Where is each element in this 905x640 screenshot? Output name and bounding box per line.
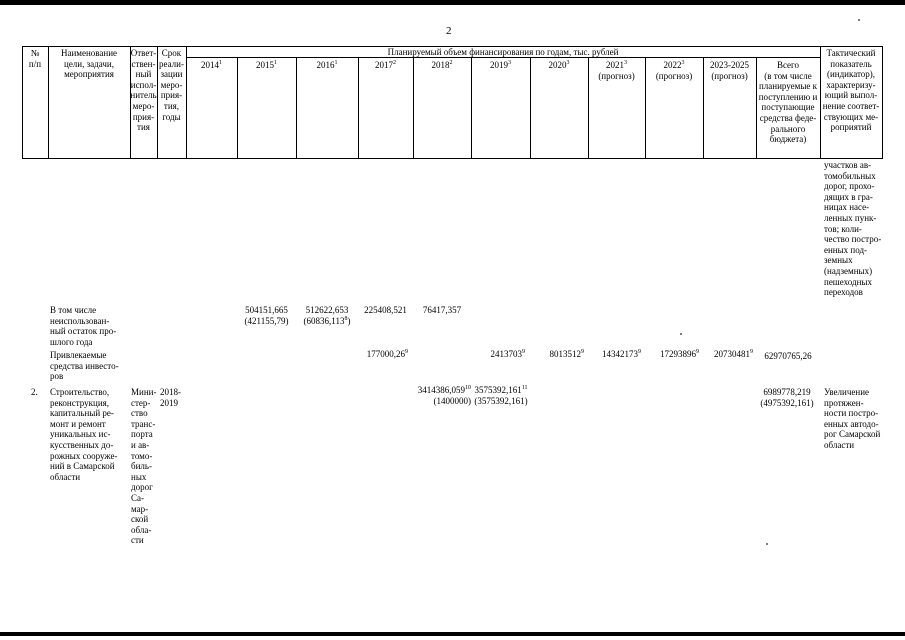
row-2-name: Строительство, реконструкция, капитальный ре- монт и ремонт уникальных ис- кусственных до- рожных сооруже- ний в Самарской области <box>50 387 118 482</box>
cell-2017: 177000,26$^9$ <box>366 349 408 359</box>
row-2-term: 2018- 2019 <box>160 387 181 408</box>
cell-2015: 504151,665 (421155,79) <box>244 305 289 326</box>
cell-2016: 512622,653 (60836,113$^8$) <box>303 305 351 326</box>
header-total: Всего (в том числе планируемые к поступлению и поступающие средства феде- рального бюджета) <box>758 60 818 145</box>
page-number: 2 <box>446 25 452 37</box>
header-year-2020: 2020$^3$ <box>548 60 570 70</box>
header-indicator: Тактический показатель (индикатор), характеризу- ющий выпол- нение соответ- ствующих ме- роприятий <box>822 48 880 133</box>
bottom-border <box>0 632 905 636</box>
scan-speck <box>680 333 682 335</box>
cell-total: 62970765,26 <box>764 351 812 361</box>
row-2-indicator: Увеличение протяжен- ности постро- енных автодо- рог Самарской области <box>824 387 881 450</box>
indicator-continuation: участков ав- томобильных дорог, прохо- дящих в гра- ницах насе- ленных пунк- тов; коли- чество постро- енных под- земных (надземных) пешеходных переходов <box>824 160 882 298</box>
header-name: Наименование цели, задачи, мероприятия <box>60 48 118 80</box>
scan-speck <box>766 543 768 545</box>
header-year-2022: 2022$^3$ (прогноз) <box>655 60 693 81</box>
row-number: 2. <box>31 387 38 397</box>
header-year-2017: 2017$^2$ <box>375 60 396 70</box>
header-year-2018: 2018$^2$ <box>431 60 453 70</box>
header-year-2019: 2019$^3$ <box>490 60 511 70</box>
header-year-2021: 2021$^3$ (прогноз) <box>598 60 635 81</box>
header-responsible: Ответ- ствен- ный испол- нитель меро- прия- тия <box>130 48 157 133</box>
header-term: Срок реали- зации меро- прия- тия, годы <box>159 48 184 122</box>
row-investor-funds-name: Привлекаемые средства инвесто- ров <box>50 350 119 382</box>
cell-2019: 2413703$^9$ <box>490 349 525 359</box>
cell-2023-2025: 20730481$^9$ <box>714 349 753 359</box>
row-2-responsible: Мини- стер- ство транс- порта и ав- томо- биль- ных дорог Са- мар- ской обла- сти <box>131 387 157 546</box>
cell-total: 6989778,219 (4975392,161) <box>760 387 814 408</box>
header-year-2016: 2016$^1$ <box>316 60 338 70</box>
cell-2022: 17293896$^9$ <box>660 349 699 359</box>
cell-2021: 14342173$^9$ <box>602 349 641 359</box>
cell-2020: 8013512$^9$ <box>549 349 584 359</box>
cell-2017: 225408,521 <box>364 305 407 315</box>
row-unused-balance-name: В том числе неиспользован- ный остаток про- шлого года <box>50 305 117 347</box>
cell-2019: 3575392,161$^{11}$ (3575392,161) <box>474 385 528 406</box>
header-year-2015: 2015$^1$ <box>256 60 277 70</box>
cell-2018: 3414386,059$^{10}$ (1400000) <box>417 385 471 406</box>
scan-speck <box>858 19 860 21</box>
header-plan-group: Планируемый объем финансирования по годам, тыс. рублей <box>387 47 619 57</box>
cell-2018: 76417,357 <box>422 305 462 315</box>
header-year-2023-2025: 2023-2025 (прогноз) <box>710 60 749 81</box>
header-num: № п/п <box>28 48 42 69</box>
header-year-2014: 2014$^1$ <box>201 60 222 70</box>
top-border <box>0 0 905 5</box>
